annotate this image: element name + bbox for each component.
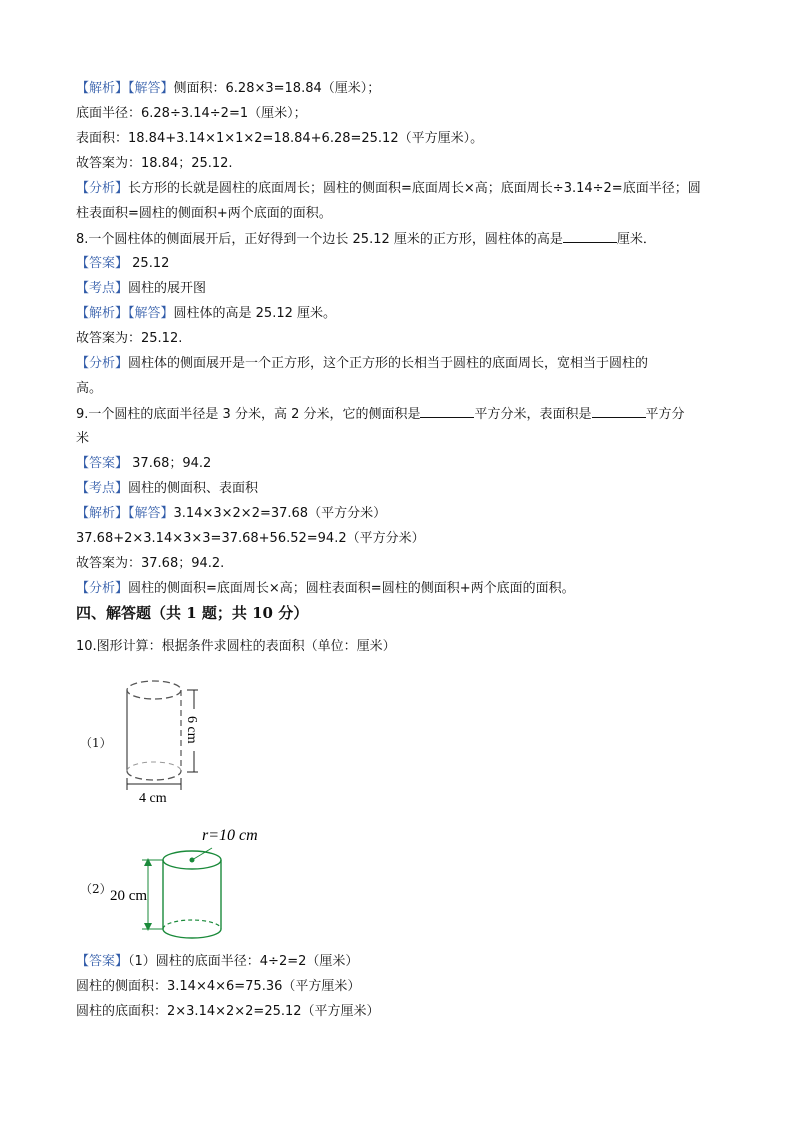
q7-solution-line-2: 底面半径：6.28÷3.14÷2=1（厘米）； [76, 106, 307, 121]
figure-1-cylinder-net [124, 676, 204, 808]
q9-stem-text-2: 平方分米，表面积是 [474, 407, 592, 422]
q8-analysis-text-1: 圆柱体的侧面展开是一个正方形，这个正方形的长相当于圆柱的底面周长，宽相当于圆柱的 [128, 356, 649, 371]
section-title: 四、解答题（共 1 题；共 10 分） [76, 604, 309, 622]
q8-solution-text-1: 圆柱体的高是 25.12 厘米。 [173, 306, 337, 321]
q10-stem: 10.图形计算：根据条件求圆柱的表面积（单位：厘米） [76, 639, 396, 654]
q8-stem-text-2: 厘米． [616, 232, 656, 247]
q10-answer-line-2: 圆柱的侧面积：3.14×4×6=75.36（平方厘米） [76, 979, 361, 994]
tag-jiexi: 【解析】 [76, 306, 129, 321]
q7-solution-line-3: 表面积：18.84+3.14×1×1×2=18.84+6.28=25.12（平方厘米）。 [76, 131, 484, 146]
fig1-bottom-arc [127, 771, 181, 780]
tag-jiexi: 【解析】 [76, 81, 129, 96]
q10-answer-text-1: （1）圆柱的底面半径：4÷2=2（厘米） [128, 954, 359, 969]
q8-point-line [76, 280, 206, 298]
q9-analysis-line [76, 580, 575, 598]
q8-answer-blank [563, 230, 617, 243]
q9-stem-line-2: 米 [76, 431, 90, 446]
fig2-bottom-front-arc [163, 929, 221, 938]
q8-stem [76, 230, 656, 249]
q9-answer-line [76, 455, 211, 473]
q9-point-line [76, 480, 258, 498]
tag-jiexi: 【解析】 [76, 506, 129, 521]
q8-point-text: 圆柱的展开图 [128, 281, 207, 296]
tag-kaodian: 【考点】 [76, 281, 129, 296]
q9-solution-line-2: 37.68+2×3.14×3×3=37.68+56.52=94.2（平方分米） [76, 531, 425, 546]
fig2-radius-label: r=10 cm [202, 827, 258, 844]
q9-stem-text-1: 9.一个圆柱的底面半径是 3 分米，高 2 分米，它的侧面积是 [76, 407, 421, 422]
tag-jieda: 【解答】 [128, 81, 174, 96]
figure-2-cylinder [104, 823, 294, 945]
fig2-radius-line [192, 848, 212, 860]
q8-answer-value: 25.12 [128, 256, 170, 271]
tag-fenxi: 【分析】 [76, 581, 129, 596]
q8-solution-line-1 [76, 305, 336, 323]
q7-analysis-text-1: 长方形的长就是圆柱的底面周长；圆柱的侧面积=底面周长×高；底面周长÷3.14÷2=底面半径；圆 [128, 181, 701, 196]
q9-stem [76, 405, 685, 424]
q9-answer-conclusion: 故答案为：37.68；94.2. [76, 556, 225, 571]
tag-jieda: 【解答】 [128, 306, 174, 321]
q10-answer-line-3: 圆柱的底面积：2×3.14×2×2=25.12（平方厘米） [76, 1004, 380, 1019]
q7-solution-text-1: 侧面积：6.28×3=18.84（厘米）； [173, 81, 381, 96]
q8-analysis-line-1 [76, 355, 648, 373]
q9-answer-value: 37.68；94.2 [128, 456, 212, 471]
fig2-arrow-bottom [144, 923, 152, 931]
q9-solution-text-1: 3.14×3×2×2=37.68（平方分米） [173, 506, 387, 521]
q8-answer-line [76, 255, 169, 273]
tag-daan: 【答案】 [76, 954, 129, 969]
q9-lateral-area-blank [420, 405, 474, 418]
figure-2-label: （2） [80, 882, 112, 896]
fig1-bottom-back-arc [127, 762, 181, 771]
figure-1-label: （1） [80, 736, 112, 750]
tag-jieda: 【解答】 [128, 506, 174, 521]
tag-fenxi: 【分析】 [76, 181, 129, 196]
q10-answer-line-1 [76, 953, 358, 971]
q9-point-text: 圆柱的侧面积、表面积 [128, 481, 259, 496]
q9-stem-text-3: 平方分 [645, 407, 685, 422]
fig1-width-label: 4 cm [139, 791, 167, 806]
q8-analysis-line-2: 高。 [76, 381, 103, 396]
tag-daan: 【答案】 [76, 456, 129, 471]
fig2-arrow-top [144, 858, 152, 866]
q8-answer-conclusion: 故答案为：25.12. [76, 331, 183, 346]
q9-surface-area-blank [592, 405, 646, 418]
q7-solution-line-1 [76, 80, 380, 98]
q8-stem-text-1: 8.一个圆柱体的侧面展开后，正好得到一个边长 25.12 厘米的正方形，圆柱体的高是 [76, 232, 563, 247]
q9-analysis-text: 圆柱的侧面积=底面周长×高；圆柱表面积=圆柱的侧面积+两个底面的面积。 [128, 581, 575, 596]
tag-kaodian: 【考点】 [76, 481, 129, 496]
fig2-height-label: 20 cm [110, 888, 148, 904]
tag-daan: 【答案】 [76, 256, 129, 271]
q7-analysis-line-2: 柱表面积=圆柱的侧面积+两个底面的面积。 [76, 206, 332, 221]
q7-analysis-line-1 [76, 180, 701, 198]
q9-solution-line-1 [76, 505, 386, 523]
fig2-bottom-back-arc [163, 920, 221, 929]
q7-answer-conclusion: 故答案为：18.84；25.12. [76, 156, 233, 171]
fig1-height-label: 6 cm [184, 716, 199, 744]
tag-fenxi: 【分析】 [76, 356, 129, 371]
fig1-top-ellipse [127, 681, 181, 699]
